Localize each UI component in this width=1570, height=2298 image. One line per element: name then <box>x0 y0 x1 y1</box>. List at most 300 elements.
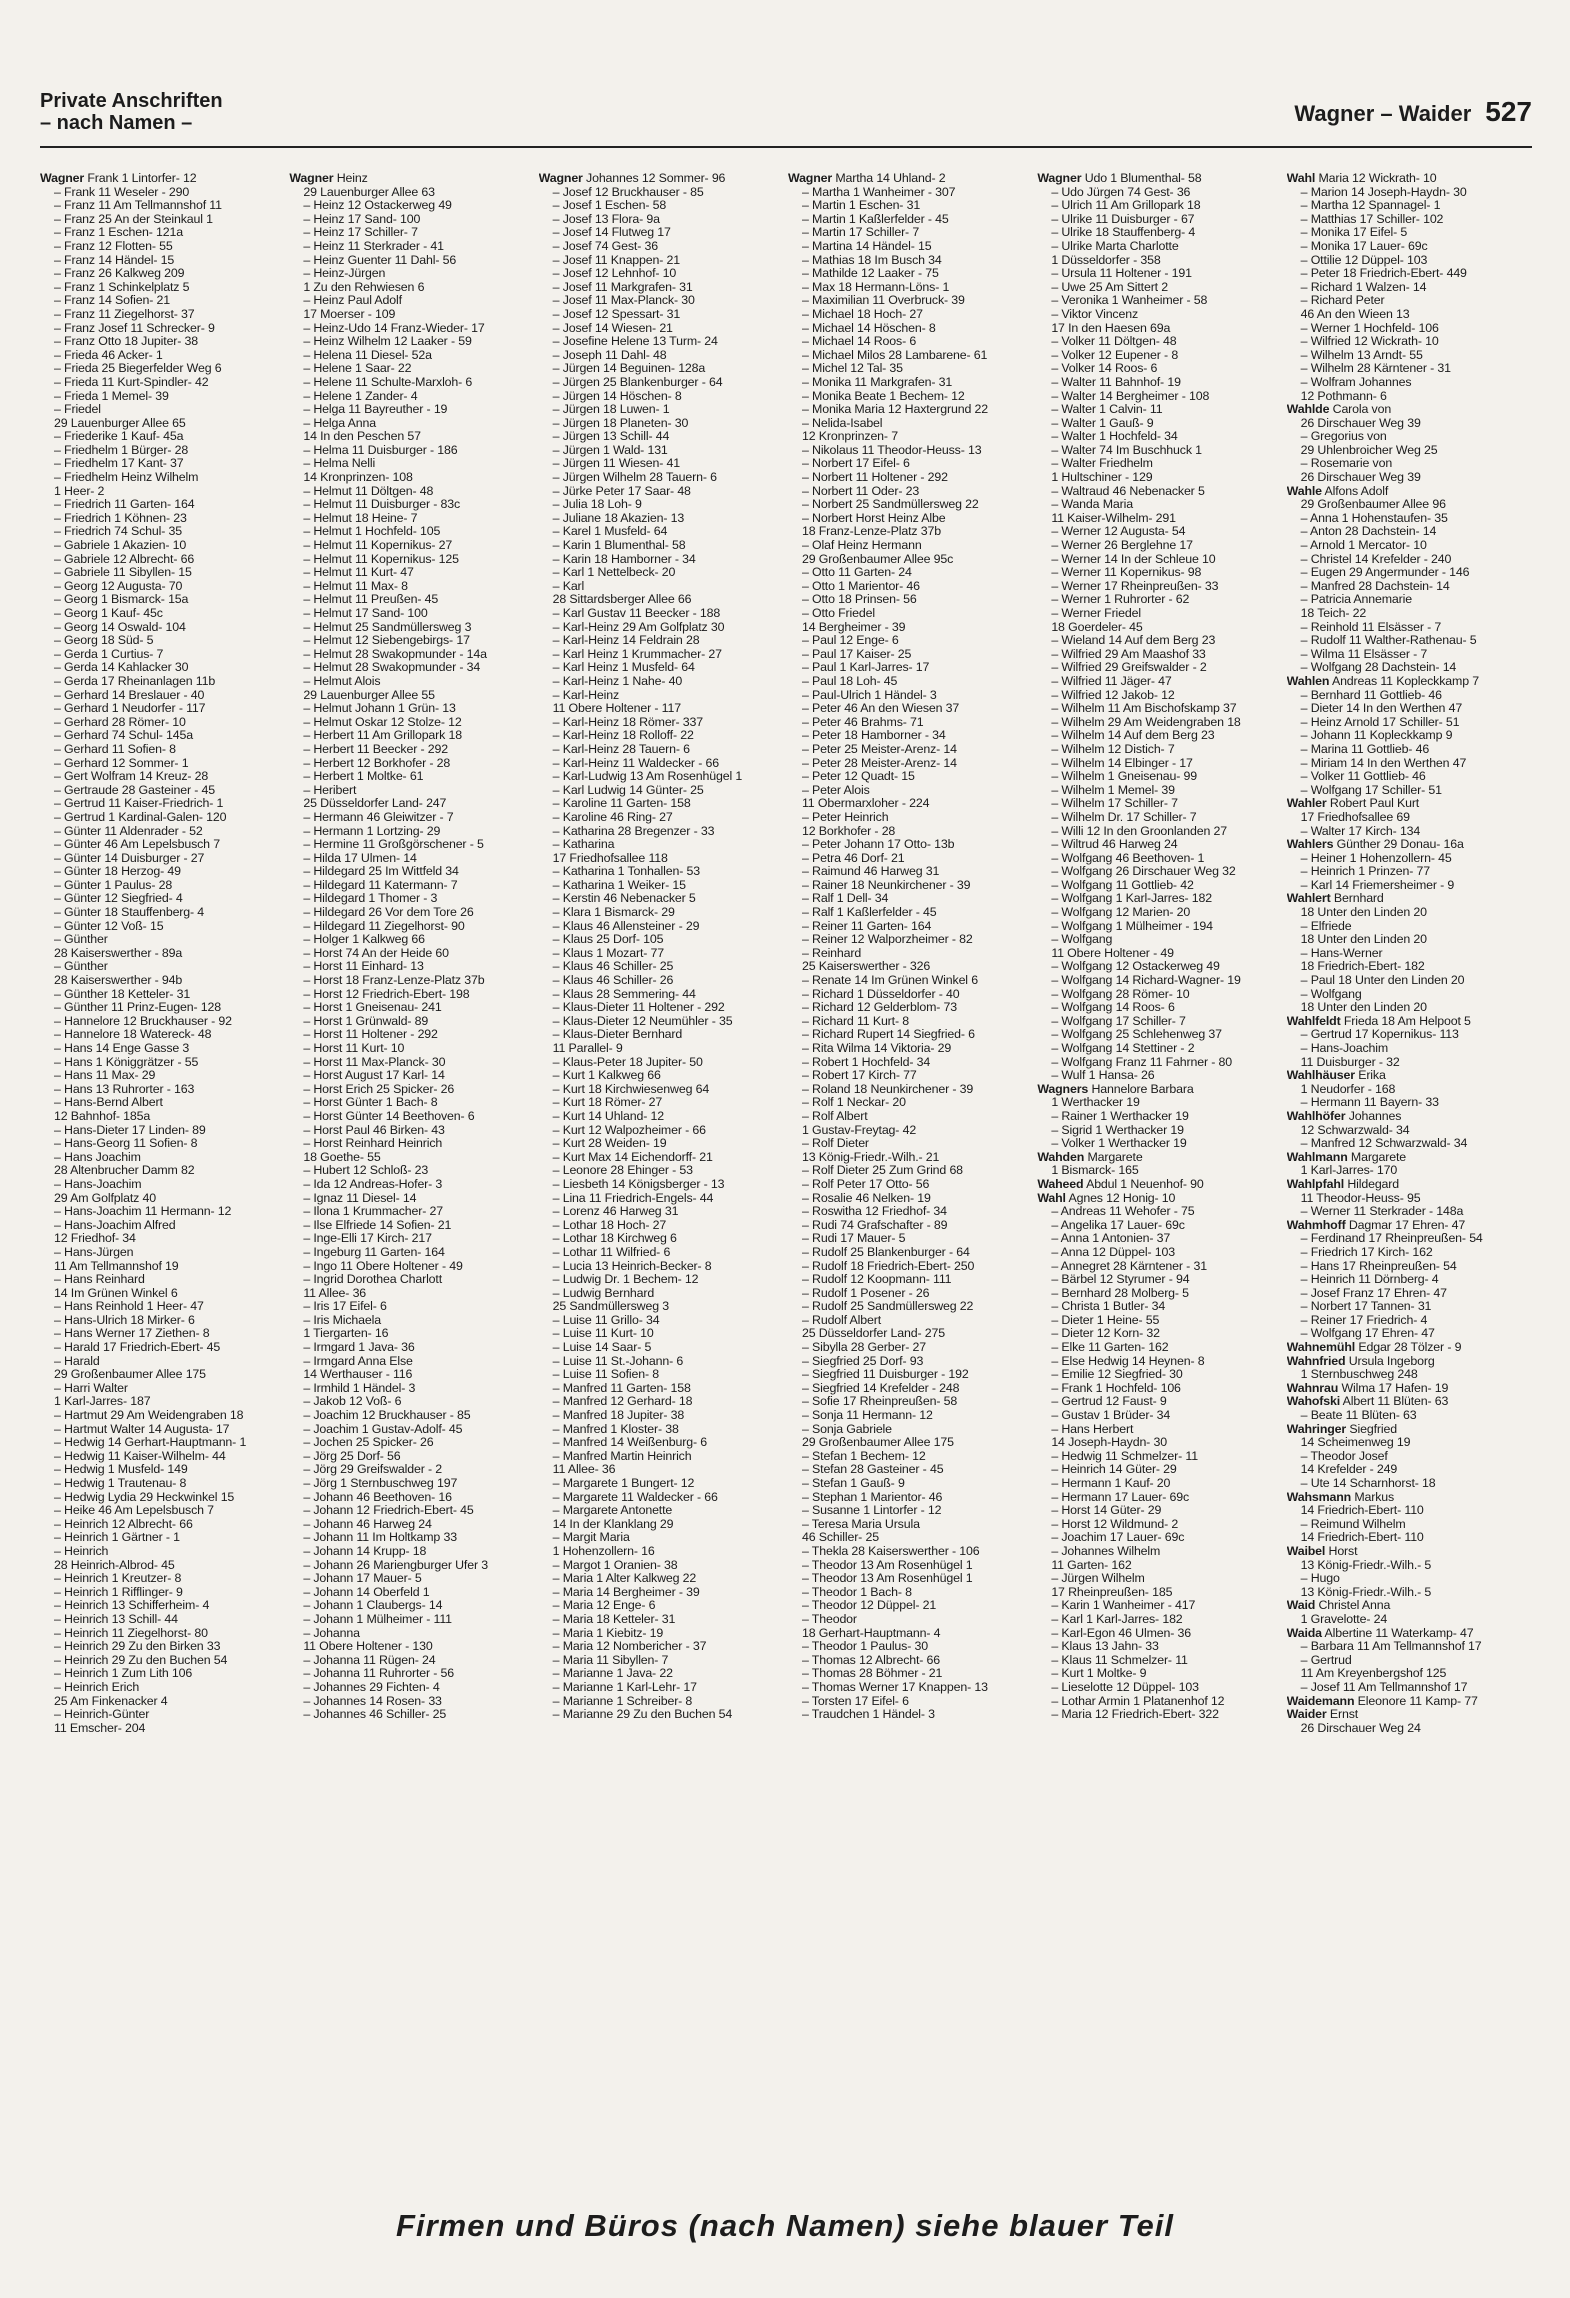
entry-text: Frieda 1 Memel- 39 <box>64 389 169 403</box>
listing-entry <box>40 512 285 526</box>
entry-text: Harri Walter <box>64 1381 128 1395</box>
listing-entry <box>289 1504 534 1518</box>
entry-text: Jürgen 11 Wiesen- 41 <box>562 457 681 471</box>
continuation-dash: – <box>801 253 813 267</box>
listing-entry <box>539 1395 784 1409</box>
entry-text: Petra 46 Dorf- 21 <box>812 851 905 865</box>
continuation-dash: – <box>303 1042 314 1055</box>
continuation-dash: – <box>1300 1640 1311 1654</box>
entry-text: Heinz 17 Schiller- 7 <box>313 226 418 240</box>
entry-text: 14 Scheimenweg 19 <box>1300 1436 1411 1450</box>
entry-text: Helga Anna <box>313 416 376 430</box>
entry-text: Sonja 11 Hermann- 12 <box>812 1409 933 1423</box>
continuation-dash: – <box>552 1313 563 1327</box>
continuation-dash: – <box>801 212 813 226</box>
entry-text: Hans-Joachim 11 Hermann- 12 <box>64 1205 232 1219</box>
entry-text: Helmut 17 Sand- 100 <box>313 607 428 620</box>
listing-entry <box>1037 1409 1282 1423</box>
continuation-dash: – <box>1051 199 1062 213</box>
listing-entry <box>539 1219 784 1233</box>
entry-text: Frieda 25 Biegerfelder Weg 6 <box>64 362 222 376</box>
listing-entry <box>40 186 285 200</box>
entry-text: Wilhelm Dr. 17 Schiller- 7 <box>1061 810 1197 824</box>
listing-entry <box>788 689 1033 703</box>
listing-entry <box>1037 498 1282 512</box>
listing-entry <box>40 1572 285 1586</box>
continuation-dash: – <box>303 1477 314 1490</box>
entry-text: Walter 74 Im Buschhuck 1 <box>1061 443 1202 457</box>
continuation-dash: – <box>552 620 563 634</box>
continuation-dash: – <box>54 1300 65 1314</box>
listing-entry <box>289 1368 534 1382</box>
continuation-dash: – <box>552 471 563 485</box>
entry-text: Wilhelm 14 Elbinger - 17 <box>1061 756 1193 770</box>
listing-entry <box>1287 1287 1532 1301</box>
listing-entry <box>289 267 534 281</box>
entry-text: Peter 46 An den Wiesen 37 <box>812 702 960 716</box>
continuation-dash: – <box>54 1463 65 1477</box>
continuation-dash: – <box>1051 1531 1062 1545</box>
listing-entry <box>1287 716 1532 730</box>
continuation-dash: – <box>54 756 65 770</box>
continuation-dash: – <box>303 892 314 906</box>
entry-text: Manfred 1 Kloster- 38 <box>562 1422 679 1436</box>
listing-entry <box>289 390 534 404</box>
entry-text: Torsten 17 Eifel- 6 <box>811 1694 909 1708</box>
continuation-dash: – <box>54 1150 65 1164</box>
listing-entry <box>289 852 534 866</box>
listing-entry <box>40 1708 285 1722</box>
listing-entry <box>289 349 534 363</box>
entry-text: 29 Lauenburger Allee 55 <box>303 688 435 702</box>
listing-entry <box>1037 1028 1282 1042</box>
continuation-dash: – <box>54 661 65 675</box>
continuation-dash: – <box>552 865 563 879</box>
entry-text: 11 Kaiser-Wilhelm- 291 <box>1051 511 1176 525</box>
entry-text: Joachim 17 Lauer- 69c <box>1061 1531 1185 1545</box>
listing-entry <box>1287 281 1532 295</box>
listing-entry <box>289 784 534 798</box>
continuation-dash: – <box>552 797 563 811</box>
entry-text: 11 Parallel- 9 <box>552 1042 623 1055</box>
entry-text: Wolfgang 28 Römer- 10 <box>1061 987 1190 1001</box>
entry-text: Marianne 1 Java- 22 <box>562 1667 673 1681</box>
entry-text: 28 Sittardsberger Allee 66 <box>552 593 692 607</box>
continuation-dash: – <box>801 674 813 688</box>
continuation-dash: – <box>303 1449 314 1463</box>
listing-entry <box>289 186 534 200</box>
listing-entry <box>40 1531 285 1545</box>
listing-entry <box>788 457 1033 471</box>
entry-text: Josef 13 Flora- 9a <box>562 212 660 226</box>
listing-entry <box>1037 1083 1282 1097</box>
continuation-dash: – <box>552 1123 563 1137</box>
continuation-dash: – <box>801 185 813 199</box>
entry-text: Hans 17 Rheinpreußen- 54 <box>1310 1259 1457 1273</box>
continuation-dash: – <box>1051 1137 1062 1151</box>
entry-text: Johanna <box>313 1626 360 1640</box>
entry-text: 29 Großenbaumer Allee 175 <box>54 1368 206 1382</box>
listing-entry <box>539 743 784 757</box>
listing-entry <box>788 1695 1033 1709</box>
continuation-dash: – <box>801 1517 812 1531</box>
listing-entry <box>539 1382 784 1396</box>
entry-text: Hedwig 11 Kaiser-Wilhelm- 44 <box>64 1449 226 1463</box>
continuation-dash: – <box>801 498 813 512</box>
listing-entry <box>539 1192 784 1206</box>
entry-text: Johann 11 Kopleckkamp 9 <box>1310 729 1453 743</box>
continuation-dash: – <box>1300 539 1310 553</box>
continuation-dash: – <box>1300 783 1311 797</box>
listing-entry <box>289 1355 534 1369</box>
listing-entry <box>788 1015 1033 1029</box>
entry-text: Raimund 46 Harweg 31 <box>812 865 940 879</box>
listing-entry <box>1287 1681 1532 1695</box>
continuation-dash: – <box>303 1381 314 1395</box>
continuation-dash: – <box>1051 348 1062 362</box>
continuation-dash: – <box>1051 661 1062 675</box>
continuation-dash: – <box>801 878 813 892</box>
continuation-dash: – <box>54 1001 65 1015</box>
entry-text: Georg 12 Augusta- 70 <box>64 579 183 593</box>
listing-entry <box>1037 770 1282 784</box>
listing-entry <box>1287 621 1532 635</box>
listing-entry <box>788 1124 1033 1138</box>
entry-text: Theodor 1 Paulus- 30 <box>811 1640 928 1654</box>
entry-text: Helma Nelli <box>313 457 376 471</box>
entry-text: Norbert 11 Oder- 23 <box>812 484 920 498</box>
listing-entry <box>539 892 784 906</box>
listing-entry <box>1287 566 1532 580</box>
entry-text: Jörg 1 Sternbuschweg 197 <box>313 1477 458 1490</box>
entry-text: Klaus-Dieter Bernhard <box>562 1028 683 1042</box>
listing-entry <box>40 852 285 866</box>
listing-entry <box>539 1287 784 1301</box>
continuation-dash: – <box>1051 430 1062 444</box>
entry-text: Bernhard <box>1333 892 1384 906</box>
entry-text: Willi 12 In den Groonlanden 27 <box>1061 824 1227 838</box>
listing-entry <box>1287 1151 1532 1165</box>
listing-entry <box>539 1491 784 1505</box>
listing-entry <box>40 1450 285 1464</box>
entry-text: 1 Sternbuschweg 248 <box>1300 1368 1418 1382</box>
continuation-dash: – <box>1051 185 1062 199</box>
entry-text: Maria 12 Wickrath- 10 <box>1318 172 1437 185</box>
entry-text: Jürgen Wilhelm <box>1061 1572 1145 1586</box>
listing-entry <box>1287 1504 1532 1518</box>
listing-entry <box>539 1069 784 1083</box>
listing-entry <box>1287 1219 1532 1233</box>
listing-entry <box>788 186 1033 200</box>
continuation-dash: – <box>54 307 65 321</box>
continuation-dash: – <box>801 593 813 607</box>
continuation-dash: – <box>54 1082 65 1096</box>
entry-text: Ferdinand 17 Rheinpreußen- 54 <box>1310 1232 1483 1246</box>
entry-text: Richard Peter <box>1310 294 1385 308</box>
continuation-dash: – <box>1051 607 1062 620</box>
continuation-dash: – <box>303 1409 314 1423</box>
listing-entry <box>1287 1613 1532 1627</box>
entry-text: Wolfgang <box>1310 987 1362 1001</box>
entry-text: Martin 1 Eschen- 31 <box>812 199 921 213</box>
listing-entry <box>1287 1695 1532 1709</box>
entry-text: Gertrud 12 Faust- 9 <box>1061 1395 1167 1409</box>
continuation-dash: – <box>54 1273 65 1287</box>
entry-text: Hans-Joachim Alfred <box>64 1218 176 1232</box>
continuation-dash: – <box>801 1640 812 1654</box>
continuation-dash: – <box>54 1218 65 1232</box>
surname: Wagner <box>289 172 334 185</box>
entry-text: Matthias 17 Schiller- 102 <box>1310 212 1444 226</box>
listing-entry <box>1037 675 1282 689</box>
entry-text: Gabriele 11 Sibyllen- 15 <box>64 566 192 580</box>
continuation-dash: – <box>552 1640 563 1654</box>
continuation-dash: – <box>1051 1422 1062 1436</box>
continuation-dash: – <box>552 1014 563 1028</box>
listing-entry <box>788 743 1033 757</box>
listing-entry <box>289 1341 534 1355</box>
surname: Wagner <box>538 172 583 185</box>
listing-entry <box>289 825 534 839</box>
continuation-dash: – <box>1300 987 1311 1001</box>
entry-text: Hartmut 29 Am Weidengraben 18 <box>64 1409 244 1423</box>
listing-entry <box>539 172 784 186</box>
continuation-dash: – <box>1051 1667 1062 1681</box>
entry-text: 46 Schiller- 25 <box>801 1531 879 1545</box>
entry-text: Gerhard 74 Schul- 145a <box>64 729 193 743</box>
entry-text: Helmut 11 Duisburger - 83c <box>313 498 461 512</box>
entry-text: Luise 11 Kurt- 10 <box>562 1327 654 1341</box>
listing-entry <box>289 1627 534 1641</box>
entry-text: Helmut 11 Kopernikus- 125 <box>313 552 459 566</box>
continuation-dash: – <box>303 1558 314 1572</box>
listing-entry <box>289 1300 534 1314</box>
entry-text: Hedwig 1 Musfeld- 149 <box>64 1463 188 1477</box>
listing-entry <box>40 553 285 567</box>
listing-entry <box>289 593 534 607</box>
continuation-dash: – <box>303 375 314 389</box>
entry-text: 11 Obere Holtener - 49 <box>1051 946 1174 960</box>
entry-text: Wilhelm 13 Arndt- 55 <box>1310 348 1423 362</box>
listing-entry <box>539 1083 784 1097</box>
entry-text: Hedwig 14 Gerhart-Hauptmann- 1 <box>64 1436 247 1450</box>
continuation-dash: – <box>801 1109 813 1123</box>
listing-entry <box>1287 1137 1532 1151</box>
entry-text: Karl Heinz 1 Krummacher- 27 <box>562 647 722 661</box>
listing-entry <box>1037 729 1282 743</box>
continuation-dash: – <box>303 1653 314 1667</box>
listing-entry <box>40 1028 285 1042</box>
entry-text: Hermann 11 Bayern- 33 <box>1310 1096 1439 1110</box>
entry-text: Wilhelm 12 Distich- 7 <box>1061 742 1175 756</box>
entry-text: Karl-Heinz 1 Nahe- 40 <box>562 674 683 688</box>
continuation-dash: – <box>801 471 813 485</box>
entry-text: Siegfried 14 Krefelder - 248 <box>812 1381 960 1395</box>
section-heading <box>40 90 223 134</box>
listing-entry <box>1287 1382 1532 1396</box>
continuation-dash: – <box>54 919 65 933</box>
continuation-dash: – <box>801 1177 813 1191</box>
listing-entry <box>1287 1164 1532 1178</box>
continuation-dash: – <box>303 1028 314 1042</box>
entry-text: Norbert Horst Heinz Albe <box>812 511 946 525</box>
continuation-dash: – <box>1300 457 1311 471</box>
section-title: Private Anschriften <box>40 90 223 112</box>
continuation-dash: – <box>303 702 314 716</box>
listing-entry <box>289 254 534 268</box>
entry-text: 11 Allee- 36 <box>552 1463 616 1477</box>
surname: Waider <box>1286 1708 1327 1722</box>
entry-text: Marina 11 Gottlieb- 46 <box>1310 742 1430 756</box>
entry-text: Peter Heinrich <box>812 810 889 824</box>
listing-entry <box>539 1572 784 1586</box>
continuation-dash: – <box>552 403 563 417</box>
continuation-dash: – <box>303 1014 314 1028</box>
continuation-dash: – <box>1051 1218 1061 1232</box>
continuation-dash: – <box>801 226 813 240</box>
listing-entry <box>1287 1056 1532 1070</box>
listing-entry <box>1037 403 1282 417</box>
entry-text: Hugo <box>1310 1572 1340 1586</box>
entry-text: Günter 1 Paulus- 28 <box>64 878 173 892</box>
continuation-dash: – <box>54 674 65 688</box>
continuation-dash: – <box>801 906 813 920</box>
listing-entry <box>1037 1110 1282 1124</box>
entry-text: Günter 14 Duisburger - 27 <box>64 851 205 865</box>
entry-text: Johannes 14 Rosen- 33 <box>313 1694 442 1708</box>
entry-text: Hilda 17 Ulmen- 14 <box>313 851 417 865</box>
entry-text: 14 In den Peschen 57 <box>303 430 421 444</box>
entry-text: Heinrich 1 Zum Lith 106 <box>64 1667 193 1681</box>
listing-entry <box>1037 974 1282 988</box>
continuation-dash: – <box>801 1259 813 1273</box>
entry-text: Walter 14 Bergheimer - 108 <box>1061 389 1210 403</box>
entry-text: Heinz Arnold 17 Schiller- 51 <box>1310 715 1460 729</box>
entry-text: Margarete 11 Waldecker - 66 <box>562 1490 718 1504</box>
listing-entry <box>788 1640 1033 1654</box>
listing-entry <box>1037 254 1282 268</box>
continuation-dash: – <box>303 539 314 553</box>
continuation-dash: – <box>54 810 65 824</box>
entry-text: Susanne 1 Lintorfer - 12 <box>812 1504 942 1518</box>
entry-text: Georg 18 Süd- 5 <box>64 634 154 648</box>
continuation-dash: – <box>1300 552 1311 566</box>
listing-entry <box>289 1450 534 1464</box>
continuation-dash: – <box>801 1409 813 1423</box>
continuation-dash: – <box>1051 1300 1062 1314</box>
listing-entry <box>40 1654 285 1668</box>
continuation-dash: – <box>552 1436 563 1450</box>
entry-text: Gerda 14 Kahlacker 30 <box>64 661 189 675</box>
listing-entry <box>1037 553 1282 567</box>
listing-entry <box>1037 1205 1282 1219</box>
continuation-dash: – <box>54 375 65 389</box>
listing-entry <box>1037 417 1282 431</box>
listing-entry <box>539 1504 784 1518</box>
continuation-dash: – <box>303 661 314 675</box>
listing-entry <box>1287 417 1532 431</box>
listing-entry <box>788 825 1033 839</box>
continuation-dash: – <box>801 715 813 729</box>
listing-entry <box>788 1178 1033 1192</box>
continuation-dash: – <box>54 335 65 349</box>
listing-entry <box>539 1627 784 1641</box>
listing-entry <box>1037 1137 1282 1151</box>
continuation-dash: – <box>54 987 65 1001</box>
listing-column-6 <box>1287 172 1532 2182</box>
entry-text: Albert 11 Blüten- 63 <box>1342 1395 1449 1409</box>
continuation-dash: – <box>1300 1042 1311 1055</box>
entry-text: Emilie 12 Siegfried- 30 <box>1061 1368 1183 1382</box>
entry-text: Hans Werner 17 Ziethen- 8 <box>64 1327 210 1341</box>
entry-text: Martin 1 Kaßlerfelder - 45 <box>812 212 949 226</box>
listing-entry <box>1037 1042 1282 1056</box>
listing-entry <box>289 1205 534 1219</box>
entry-text: Gert Wolfram 14 Kreuz- 28 <box>64 770 209 784</box>
entry-text: Karoline 11 Garten- 158 <box>562 797 691 811</box>
listing-entry <box>40 172 285 186</box>
continuation-dash: – <box>303 403 314 417</box>
listing-entry <box>1037 471 1282 485</box>
listing-entry <box>1287 1327 1532 1341</box>
entry-text: Martha 1 Wanheimer - 307 <box>812 185 956 199</box>
entry-text: Horst Günter 14 Beethoven- 6 <box>313 1109 475 1123</box>
entry-text: Hermine 11 Großgörschener - 5 <box>313 838 484 852</box>
continuation-dash: – <box>801 1504 813 1518</box>
entry-text: Heinrich 1 Prinzen- 77 <box>1310 865 1430 879</box>
listing-entry <box>289 1137 534 1151</box>
listing-entry <box>1037 1477 1282 1491</box>
continuation-dash: – <box>303 1517 314 1531</box>
entry-text: 14 Friedrich-Ebert- 110 <box>1300 1531 1424 1545</box>
listing-entry <box>1287 1178 1532 1192</box>
entry-text: 11 Obere Holtener - 117 <box>552 702 681 716</box>
continuation-dash: – <box>54 294 65 308</box>
entry-text: Hildegard 25 Im Wittfeld 34 <box>313 865 459 879</box>
entry-text: Sibylla 28 Gerber- 27 <box>812 1341 926 1355</box>
entry-text: Jürgen 14 Höschen- 8 <box>562 389 682 403</box>
surname: Wahnfried <box>1286 1354 1346 1368</box>
entry-text: Helmut Oskar 12 Stolze- 12 <box>313 715 462 729</box>
listing-entry <box>40 1559 285 1573</box>
listing-entry <box>788 1001 1033 1015</box>
listing-entry <box>289 1219 534 1233</box>
entry-text: Roswitha 12 Friedhof- 34 <box>812 1205 947 1219</box>
listing-entry <box>788 797 1033 811</box>
continuation-dash: – <box>801 742 813 756</box>
continuation-dash: – <box>303 1626 314 1640</box>
listing-entry <box>289 770 534 784</box>
continuation-dash: – <box>1300 1300 1311 1314</box>
listing-entry <box>1037 1463 1282 1477</box>
entry-text: Ursula 11 Holtener - 191 <box>1061 267 1192 281</box>
listing-entry <box>1037 226 1282 240</box>
continuation-dash: – <box>303 1218 314 1232</box>
listing-entry <box>788 1028 1033 1042</box>
entry-text: Wolfgang 28 Dachstein- 14 <box>1310 661 1457 675</box>
listing-entry <box>1287 920 1532 934</box>
listing-entry <box>289 430 534 444</box>
continuation-dash: – <box>552 1341 563 1355</box>
entry-text: Gustav 1 Brüder- 34 <box>1061 1409 1171 1423</box>
entry-text: Norbert 25 Sandmüllersweg 22 <box>812 498 979 512</box>
continuation-dash: – <box>303 267 314 281</box>
listing-entry <box>539 1001 784 1015</box>
entry-text: Hildegard <box>1347 1177 1400 1191</box>
listing-entry <box>289 580 534 594</box>
listing-entry <box>1287 240 1532 254</box>
listing-entry <box>40 716 285 730</box>
